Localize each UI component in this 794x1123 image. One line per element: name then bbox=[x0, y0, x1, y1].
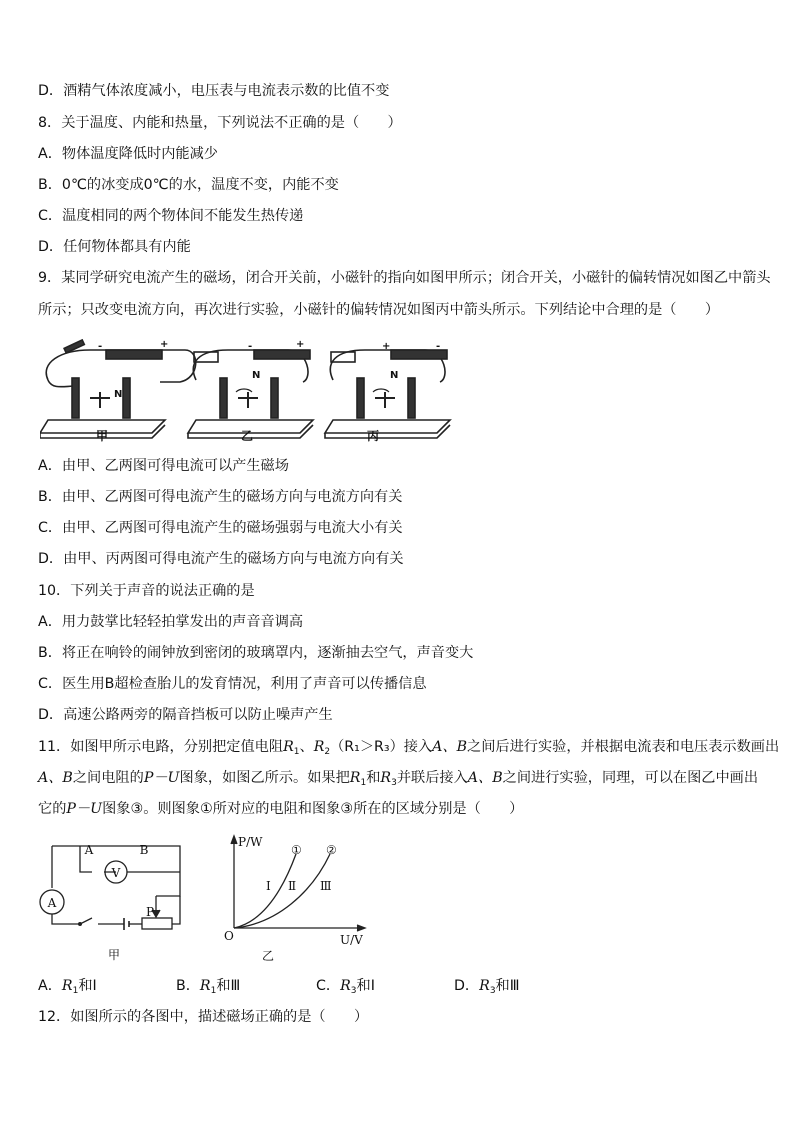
curve-1-label: ① bbox=[291, 843, 302, 857]
terminal-a-label: A bbox=[84, 843, 94, 857]
curve-1 bbox=[234, 854, 296, 928]
origin-label: O bbox=[224, 929, 234, 943]
region-3-label: Ⅲ bbox=[320, 879, 332, 893]
minus-sign-2: - bbox=[248, 341, 253, 352]
q11-pu-graph bbox=[222, 832, 372, 964]
q9-caption-jia: 甲 bbox=[96, 429, 109, 443]
q11-caption-yi: 乙 bbox=[262, 949, 275, 963]
q9-stem-line1: 9．某同学研究电流产生的磁场，闭合开关前，小磁针的指向如图甲所示；闭合开关，小磁针的偏转情况如图乙中箭头 bbox=[38, 270, 771, 286]
q9-caption-bing: 丙 bbox=[367, 429, 380, 443]
q11-stem-line2: A、B之间电阻的P－U图象，如图乙所示。如果把$R_1$和$R_3$并联后接入A、B之间进行实验，同理，可以在图乙中画出 bbox=[38, 770, 759, 788]
plus-sign-1: + bbox=[160, 339, 169, 350]
curve-2-label: ② bbox=[326, 843, 337, 857]
q9-caption-yi: 乙 bbox=[241, 429, 254, 443]
terminal-b-label: B bbox=[139, 843, 149, 857]
q10-option-b: B．将正在响铃的闹钟放到密闭的玻璃罩内，逐渐抽去空气，声音变大 bbox=[38, 645, 474, 661]
q9-option-c: C．由甲、乙两图可得电流产生的磁场强弱与电流大小有关 bbox=[38, 520, 403, 536]
q12-stem: 12．如图所示的各图中，描述磁场正确的是（ ） bbox=[38, 1009, 369, 1025]
q8-option-d: D．任何物体都具有内能 bbox=[38, 239, 191, 255]
minus-sign-1: - bbox=[98, 341, 103, 352]
ammeter-label: A bbox=[47, 896, 57, 910]
needle-label-1: N bbox=[114, 389, 123, 400]
q9-option-a: A．由甲、乙两图可得电流可以产生磁场 bbox=[38, 458, 289, 474]
q10-option-d: D．高速公路两旁的隔音挡板可以防止噪声产生 bbox=[38, 707, 333, 723]
q8-option-b: B．0℃的冰变成0℃的水，温度不变，内能不变 bbox=[38, 177, 339, 193]
x-axis-label: U/V bbox=[340, 933, 363, 947]
q11-option-c: C．$R_3$和Ⅰ bbox=[316, 978, 375, 996]
voltmeter-label: V bbox=[111, 866, 121, 880]
q11-option-d: D．$R_3$和Ⅲ bbox=[454, 978, 520, 996]
plus-sign-3: + bbox=[382, 341, 391, 352]
slider-p-label: P bbox=[145, 905, 155, 919]
q8-stem: 8．关于温度、内能和热量，下列说法不正确的是（ ） bbox=[38, 115, 402, 131]
setup-bing bbox=[325, 350, 450, 438]
q9-option-d: D．由甲、丙两图可得电流产生的磁场方向与电流方向有关 bbox=[38, 551, 404, 567]
curve-2 bbox=[234, 854, 330, 928]
q11-option-b: B．$R_1$和Ⅲ bbox=[176, 978, 241, 996]
minus-sign-3: - bbox=[436, 341, 441, 352]
region-2-label: Ⅱ bbox=[288, 879, 297, 893]
y-axis-label: P/W bbox=[238, 835, 263, 849]
needle-label-3: N bbox=[390, 370, 399, 381]
q11-stem-line3: 它的P－U图象③。则图象①所对应的电阻和图象③所在的区域分别是（ ） bbox=[38, 801, 524, 817]
needle-label-2: N bbox=[252, 370, 261, 381]
q10-option-a: A．用力鼓掌比轻轻拍掌发出的声音音调高 bbox=[38, 614, 304, 630]
q9-stem-line2: 所示；只改变电流方向，再次进行实验，小磁针的偏转情况如图丙中箭头所示。下列结论中合理的是（ ） bbox=[38, 302, 720, 318]
q8-option-c: C．温度相同的两个物体间不能发生热传递 bbox=[38, 208, 304, 224]
q11-option-a: A．$R_1$和Ⅰ bbox=[38, 978, 97, 996]
region-1-label: Ⅰ bbox=[266, 879, 271, 893]
q9-option-b: B．由甲、乙两图可得电流产生的磁场方向与电流方向有关 bbox=[38, 489, 403, 505]
plus-sign-2: + bbox=[296, 339, 305, 350]
setup-yi bbox=[188, 350, 313, 438]
q11-caption-jia: 甲 bbox=[108, 948, 121, 962]
q7-option-d: D．酒精气体浓度减小，电压表与电流表示数的比值不变 bbox=[38, 83, 390, 99]
q10-option-c: C．医生用B超检查胎儿的发育情况，利用了声音可以传播信息 bbox=[38, 676, 427, 692]
q10-stem: 10．下列关于声音的说法正确的是 bbox=[38, 583, 255, 599]
q11-stem-line1: 11．如图甲所示电路，分别把定值电阻$R_1$、$R_2(R_1>R_3)$接入A、B之间后进行实验，并根据电流表和电压表示数画出 bbox=[38, 739, 780, 757]
q8-option-a: A．物体温度降低时内能减少 bbox=[38, 146, 218, 162]
